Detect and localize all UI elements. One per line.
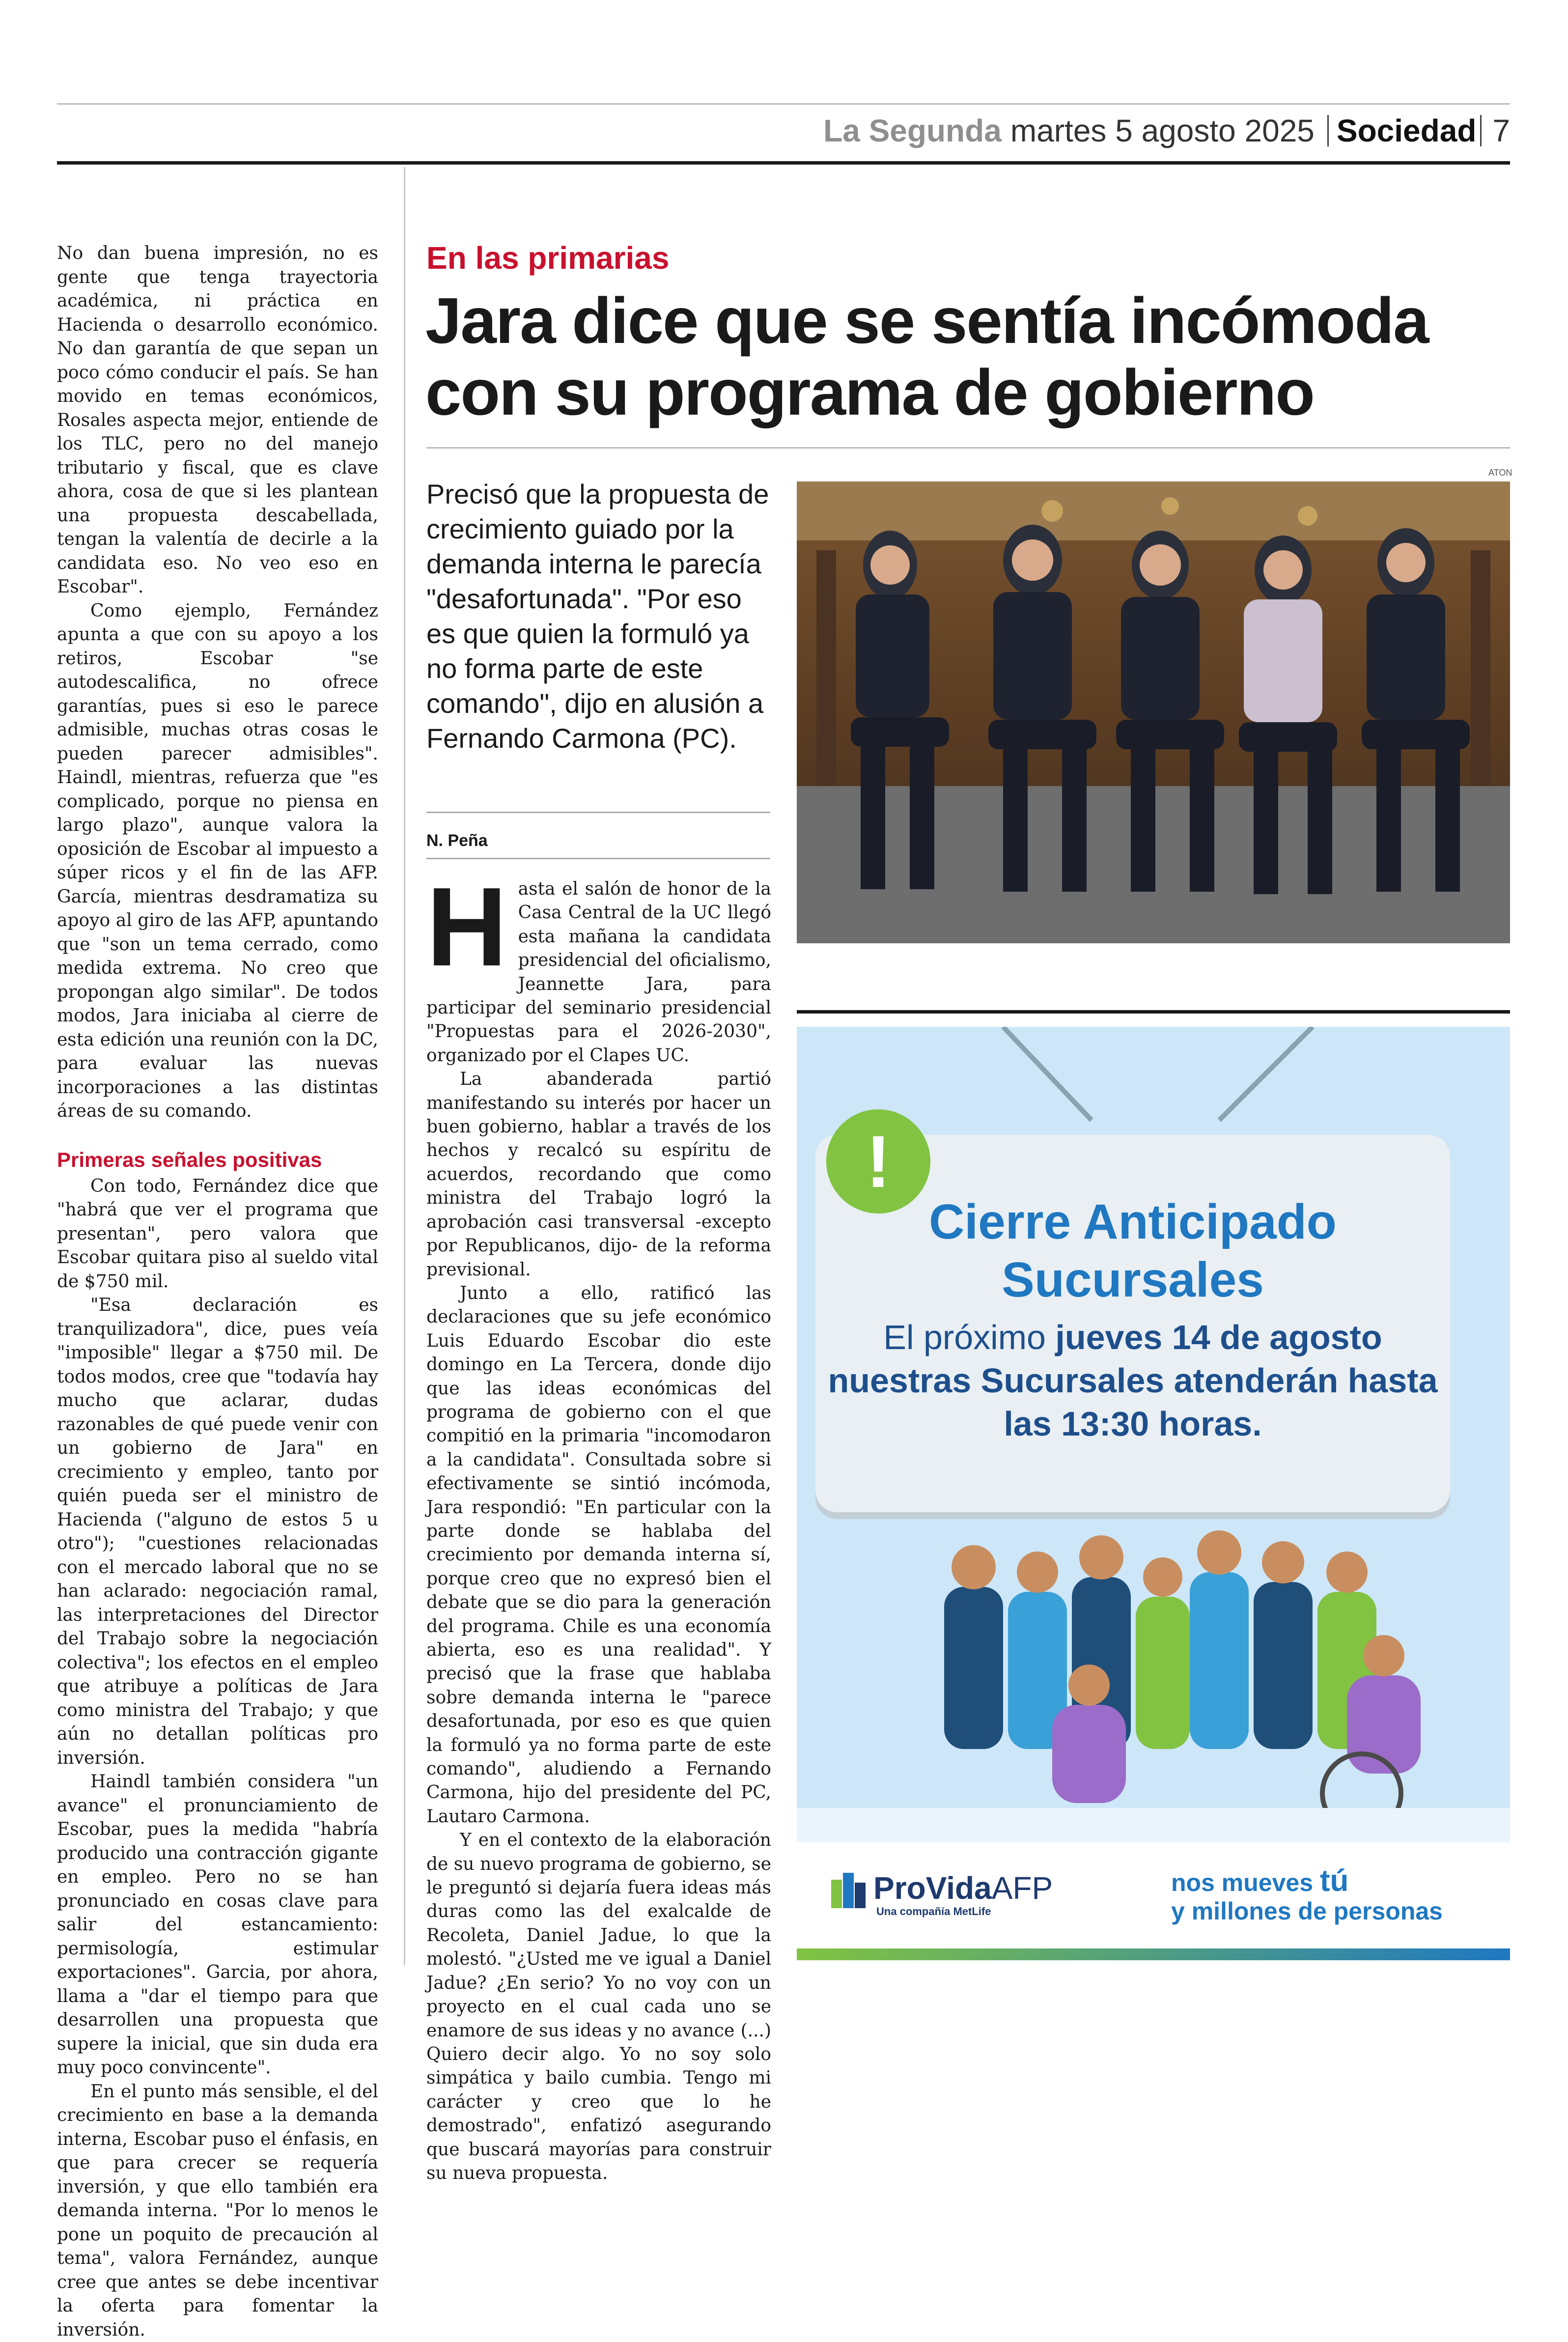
provida-advertisement[interactable] [797, 1027, 1510, 1960]
article-body [426, 877, 771, 2185]
paragraph: No dan buena impresión, no es gente que tenga trayectoria académica, ni práctica en Hacienda o desarrollo económico. No dan garantía de que sepan un poco cómo conducir el país. Se han movido en temas económicos, Rosales aspecta mejor, entiende de los TLC, pero no del manejo tributario y fiscal, que es clave ahora, cosa de que si les plantean una propuesta descabellada, tengan la valentía de decirle a la candidata eso. No veo eso en Escobar". [57, 242, 378, 599]
byline-rule [426, 858, 770, 859]
issue-date: martes 5 agosto 2025 [1010, 113, 1315, 149]
ad-subtitle-pre: El próximo [883, 1318, 1055, 1356]
article-standfirst: Precisó que la propuesta de crecimiento guiado por la demanda interna le parecía "desafortunada". "Por eso es que quien la formuló ya no forma parte de este comando", dijo en alusión a Fernando Carmona (PC). [426, 477, 775, 756]
tagline-part-1: nos mueves [1171, 1869, 1320, 1896]
left-column-text [57, 242, 378, 2342]
header-divider [1480, 115, 1482, 146]
article-photo [797, 481, 1510, 943]
section-name: Sociedad [1337, 113, 1477, 149]
first-paragraph-text: asta el salón de honor de la Casa Central de la UC llegó esta mañana la candidata presidencial del oficialismo, Jeannette Jara, para participar del seminario presidencial "Propuestas para el 2026-2030", organizado por el Clapes UC. [426, 879, 771, 1066]
ad-top-rule [797, 1010, 1510, 1014]
paragraph: La abanderada partió manifestando su interés por hacer un buen gobierno, hablar a través de los hechos y recalcó su espíritu de acuerdos, recordando que como ministra del Trabajo logró la aprobación casi transversal -excepto por Republicanos, dijo- de la reforma previsional. [426, 1068, 771, 1282]
header-rule [57, 161, 1510, 165]
brand-provida: ProVida [873, 1870, 992, 1906]
tagline-emphasis: tú [1320, 1864, 1349, 1898]
ad-subtitle-bold: jueves 14 de agosto nuestras Sucursales atenderán hasta las 13:30 horas. [828, 1318, 1437, 1443]
byline: N. Peña [426, 831, 488, 850]
paragraph: Con todo, Fernández dice que "habrá que ver el programa que presentan", pero valora que Escobar quitara piso al sueldo vital de $750 mil. [57, 1175, 378, 1294]
tagline-part-2: y millones de personas [1171, 1897, 1443, 1925]
seminar-photo-illustration [797, 481, 1510, 943]
column-divider [404, 167, 405, 1965]
paragraph: Haindl también considera "un avance" el pronunciamiento de Escobar, pues la medida "habría producido una contracción gigante en empleo. Pero no se han pronunciado en cosas clave para salir del estancamiento: permisología, estimular exportaciones". Garcia, por ahora, llama a "dar el tiempo para que desarrollen una propuesta que supere la inicial, que sin duda era muy poco convincente". [57, 1770, 378, 2080]
photo-credit: ATON [1488, 468, 1512, 478]
standfirst-rule [426, 812, 770, 813]
paragraph: "Esa declaración es tranquilizadora", dice, pues veía "imposible" llegar a $750 mil. De todos modos, cree que "todavía hay mucho que aclarar, dudas razonables de qué puede venir con un gobierno de Jara" en crecimiento y empleo, tanto por quién pueda ser el ministro de Hacienda ("alguno de estos 5 u otro"); "cuestiones relacionadas con el mercado laboral que no se han aclarado: negociación ramal, las interpretaciones del Director del Trabajo sobre la negociación colectiva"; los efectos en el empleo que atribuye a políticas de Jara como ministra del Trabajo; y que aún no detallan políticas pro inversión. [57, 1294, 378, 1770]
paragraph: En el punto más sensible, el del crecimiento en base a la demanda interna, Escobar puso el énfasis, en que para crecer se requería inversión, y que ello también era demanda interna. "Por lo menos le pone un poquito de precaución al tema", valora Fernández, aunque cree que antes se debe incentivar la oferta para fomentar la inversión. [57, 2080, 378, 2342]
brand-subtitle: Una compañía MetLife [876, 1905, 1053, 1918]
page-number: 7 [1492, 113, 1510, 149]
header-divider [1327, 115, 1329, 146]
paragraph: Junto a ello, ratificó las declaraciones que su jefe económico Luis Eduardo Escobar dio este domingo en La Tercera, donde dijo que las ideas económicas del programa de gobierno con el que compitió en la primaria "incomodaron a la candidata". Consultada sobre si efectivamente se sintió incómoda, Jara respondió: "En particular con la parte donde se hablaba del crecimiento por demanda interna sí, porque creo que no expresó bien el debate que se dio para la generación del programa. Chile es una economía abierta, eso es una realidad". Y precisó que la frase que hablaba sobre demanda interna le "parece desafortunada, por eso es que quien la formuló ya no forma parte de este comando", aludiendo a Fernando Carmona, hijo del presidente del PC, Lautaro Carmona. [426, 1282, 771, 1829]
headline-rule [426, 447, 1510, 449]
top-rule [57, 103, 1510, 105]
provida-mark-icon [831, 1873, 867, 1908]
masthead-brand: La Segunda [823, 113, 1002, 149]
paragraph: Como ejemplo, Fernández apunta a que con su apoyo a los retiros, Escobar "se autodescalifica, no ofrece garantías, pues si eso le parece admisible, muchas otras cosas le pueden parecer admisibles". Haindl, mientras, refuerza que "es complicado, porque no piensa en largo plazo", aunque valora la oposición de Escobar al impuesto a súper ricos y el fin de las AFP. García, mientras desdramatiza su apoyo al giro de las AFP, apuntando que "son un tema cerrado, como medida extrema. No creo que propongan algo similar". De todos modos, Jara iniciaba al cierre de esta edición una reunión con la DC, para evaluar las nuevas incorporaciones a las distintas áreas de su comando. [57, 599, 378, 1124]
ad-title: Cierre Anticipado Sucursales [815, 1193, 1450, 1309]
article-headline: Jara dice que se sentía incómoda con su programa de gobierno [425, 285, 1516, 428]
page-header [823, 109, 1510, 152]
brand-afp: AFP [992, 1870, 1053, 1906]
ad-tagline [1171, 1867, 1443, 1925]
paragraph [426, 877, 771, 1068]
dropcap: H [426, 880, 507, 974]
alert-icon: ! [826, 1109, 930, 1213]
paragraph: Y en el contexto de la elaboración de su nuevo programa de gobierno, se le preguntó si dejaría fuera ideas más duras como las del exalcalde de Recoleta, Daniel Jadue, lo que la molestó. "¿Usted me ve igual a Daniel Jadue? ¿En serio? Yo no voy con un proyecto en el cual cada uno se enamore de sus ideas y no avance (...) Quiero decir algo. Yo no soy solo simpática y bailo cumbia. Tengo mi carácter y creo que lo he demostrado", enfatizó asegurando que buscará mayorías para construir su nueva propuesta. [426, 1829, 771, 2185]
ad-gradient-bar [797, 1948, 1510, 1960]
subhead: Primeras señales positivas [57, 1147, 378, 1173]
provida-logo[interactable] [831, 1870, 1053, 1918]
article-kicker: En las primarias [426, 240, 669, 276]
ad-background [797, 1027, 1510, 1842]
ad-subtitle [815, 1316, 1450, 1445]
